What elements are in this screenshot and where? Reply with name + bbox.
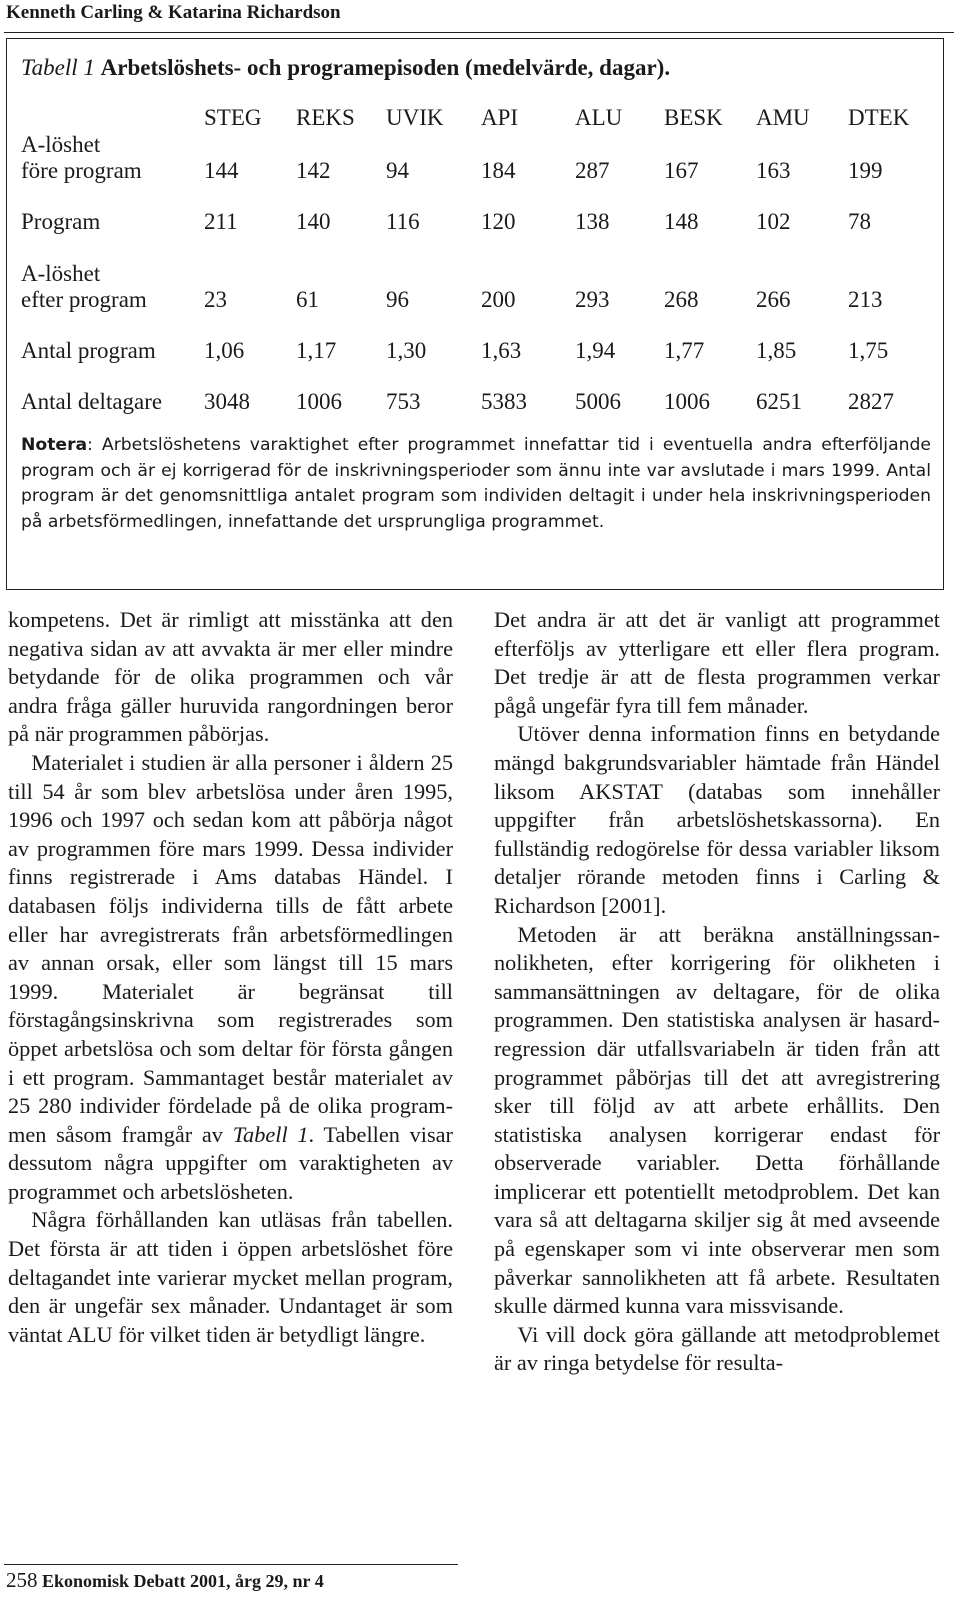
paragraph [8, 749, 453, 1207]
paragraph-text: Materialet i studien är alla personer i åldern 25 till 54 år som blev arbetslösa under åren 1995, 1996 och 1997 och sedan kom att påbörja något av programmen före mars 1999. Dessa individer finns registrerade i Ams databas Händel. I databasen följs individerna tills de fått arbete eller har avregistrerats från arbetsförmedlingen av annan orsak, eller som längst till 15 mars 1999. Materialet är begränsat till förstagångsinskrivna som registrerades som öppet arbetslösa och som deltar för första gången i ett program. Sammantaget består materialet av 25 280 individer fördelade på de olika programmen såsom framgår av [8, 749, 453, 1147]
table-cell: 96 [386, 287, 409, 312]
table-cell: 1,75 [848, 338, 889, 363]
column-header: ALU [575, 105, 623, 130]
table-cell: 6251 [756, 389, 802, 414]
paragraph-text: . Tabellen visar dessutom några uppgifter om varaktigheten av programmet och arbetslösheten. [8, 1121, 453, 1204]
table-cell: 1006 [664, 389, 710, 414]
table-reference: Tabell 1 [232, 1121, 309, 1147]
table-cell: 102 [756, 209, 791, 234]
table-cell: 1,85 [756, 338, 797, 363]
table-cell: 211 [204, 209, 238, 234]
column-header: API [481, 105, 519, 130]
table-cell: 78 [848, 209, 871, 234]
row-label: Program [21, 209, 101, 234]
page-number: 258 [6, 1568, 38, 1592]
table-cell: 23 [204, 287, 227, 312]
table-title-main: Arbetslöshets- och programepisoden (medelvärde, dagar). [100, 55, 671, 80]
table-cell: 753 [386, 389, 421, 414]
paragraph: Några förhållanden kan utläsas från tabellen. Det första är att tiden i öppen arbetslöshet före deltagandet inte varierar mycket mellan program, den är ungefär sex månader. Undantaget är som väntat ALU för vilket tiden är betydligt längre. [8, 1207, 453, 1347]
column-header: STEG [204, 105, 262, 130]
footer [6, 1568, 324, 1593]
table-cell: 138 [575, 209, 610, 234]
paragraph: Vi vill dock göra gällande att metodproblemet är av ringa betydelse för resulta- [494, 1321, 940, 1376]
table-title-lead: Tabell 1 [21, 55, 95, 80]
table-cell: 3048 [204, 389, 250, 414]
column-header: BESK [664, 105, 723, 130]
table-cell: 200 [481, 287, 516, 312]
table-cell: 148 [664, 209, 699, 234]
row-label: efter program [21, 287, 147, 312]
row-label: före program [21, 158, 142, 183]
table-cell: 1,17 [296, 338, 337, 363]
paragraph: Metoden är att beräkna anställningssannolikheten, efter korrigering för olikheten i sammansättningen av deltagare, för de olika programmen. Den statistiska analysen är hasard-regression där utfallsvariabeln är tiden från att programmet påbörjas till det att avregistrering sker till följd av att arbete erhållits. Den statistiska analysen korrigerar endast för observerade variabler. Detta förhållande implicerar ett potentiellt metodproblem. Det kan vara så att deltagarna skiljer sig åt med avseende på egenskaper som vi inte observerar men som påverkar sannolikheten att få arbete. Resultaten skulle därmed kunna vara missvisande. [494, 921, 940, 1319]
table-cell: 1,94 [575, 338, 616, 363]
table-note [21, 433, 931, 535]
row-label: Antal deltagare [21, 389, 163, 414]
table-cell: 1,63 [481, 338, 522, 363]
footer-rule [4, 1564, 458, 1565]
table-cell: 266 [756, 287, 791, 312]
table-cell: 142 [296, 158, 331, 183]
table-cell: 1,30 [386, 338, 427, 363]
text-column-left [8, 606, 453, 1349]
publication: Ekonomisk Debatt 2001, årg 29, nr 4 [42, 1571, 324, 1591]
paragraph: Utöver denna information finns en betydande mängd bakgrundsvariabler hämtade från Händel liksom AKSTAT (databas som innehåller uppgifter från arbetslöshetskassorna). En fullständig redogörelse för dessa variabler liksom detaljer rörande metoden finns i Carling & Richardson [2001]. [494, 721, 940, 918]
table-1 [6, 38, 944, 590]
row-label: Antal program [21, 338, 156, 363]
column-header: UVIK [386, 105, 444, 130]
note-text: : Arbetslöshetens varaktighet efter programmet innefattar tid i eventuella andra efterföljande program och är ej korrigerad för de inskrivningsperioder som ännu inte var avslutade i mars 1999. Antal program är det genomsnittliga antalet program som individen deltagit i under hela inskrivningsperioden på arbetsförmedlingen, innefattande det ursprungliga programmet. [21, 435, 931, 532]
table-cell: 140 [296, 209, 331, 234]
table-cell: 94 [386, 158, 409, 183]
column-header: REKS [296, 105, 355, 130]
table-cell: 268 [664, 287, 699, 312]
paragraph: Det andra är att det är vanligt att programmet efterföljs av ytterligare ett eller flera program. Det tredje är att de flesta programmen verkar pågå ungefär fyra till fem månader. [494, 607, 940, 718]
table-cell: 2827 [848, 389, 894, 414]
table-title [21, 55, 670, 81]
table-cell: 199 [848, 158, 883, 183]
column-header: AMU [756, 105, 810, 130]
table-cell: 5383 [481, 389, 527, 414]
header-rule [4, 32, 954, 33]
table-cell: 213 [848, 287, 883, 312]
table-cell: 167 [664, 158, 699, 183]
row-label: A-löshet [21, 261, 101, 286]
table-cell: 5006 [575, 389, 621, 414]
table-cell: 293 [575, 287, 610, 312]
row-label: A-löshet [21, 132, 101, 157]
table-cell: 287 [575, 158, 610, 183]
table-cell: 1,06 [204, 338, 245, 363]
table-cell: 1,77 [664, 338, 705, 363]
running-header: Kenneth Carling & Katarina Richardson [6, 2, 341, 23]
table-cell: 61 [296, 287, 319, 312]
column-header: DTEK [848, 105, 910, 130]
table-cell: 184 [481, 158, 516, 183]
table-cell: 1006 [296, 389, 342, 414]
table-cell: 116 [386, 209, 420, 234]
note-label: Notera [21, 435, 88, 455]
table-cell: 120 [481, 209, 516, 234]
table-cell: 163 [756, 158, 791, 183]
table-cell: 144 [204, 158, 239, 183]
paragraph: kompetens. Det är rimligt att misstänka att den negativa sidan av att avvakta är mer eller mindre betydande för de olika programmen och vår andra fråga gäller huruvida rangordningen beror på när programmen påbörjas. [8, 607, 453, 747]
text-column-right [494, 606, 940, 1378]
